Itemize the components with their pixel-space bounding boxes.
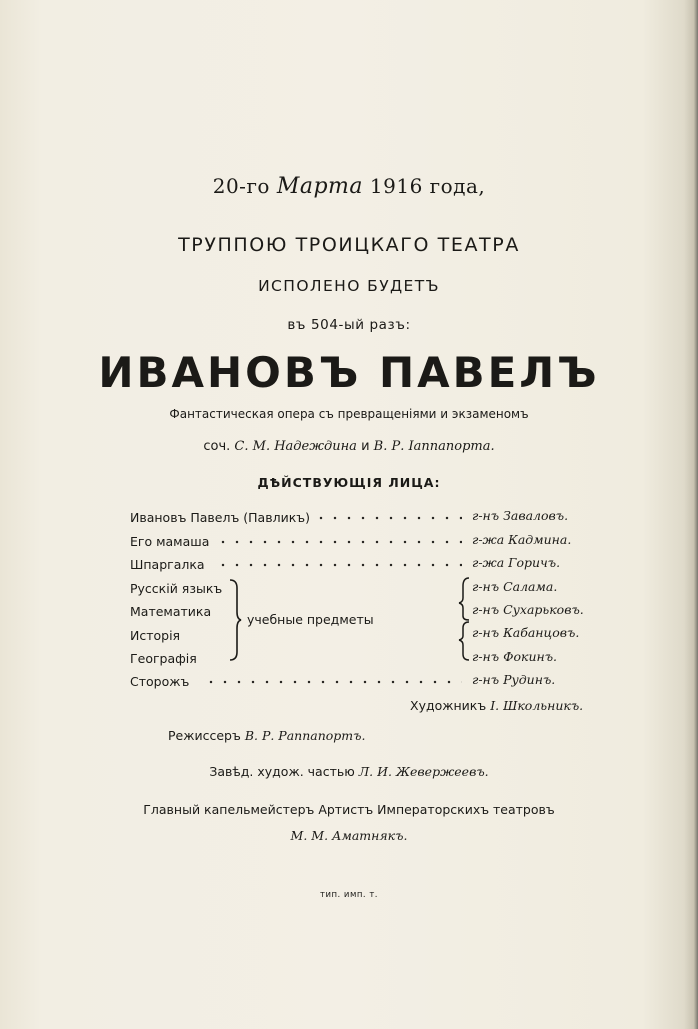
conductor-name-text: М. М. Аматнякъ.	[290, 828, 408, 843]
art-head-label: Завѣд. худож. частью	[209, 764, 355, 779]
authors-and: и	[361, 439, 370, 454]
date-month: Марта	[276, 174, 364, 199]
cast-role: Исторія	[130, 628, 181, 643]
right-brace	[455, 576, 473, 662]
left-brace	[226, 579, 242, 661]
leader-dots	[216, 560, 462, 570]
artist-label: Художникъ	[410, 698, 487, 713]
cast-actor: г-нъ Заваловъ.	[472, 508, 569, 523]
cast-role: Сторожъ	[130, 674, 190, 689]
cast-actor: г-жа Кадмина.	[472, 532, 572, 547]
leader-dots	[314, 513, 462, 523]
artist-name: І. Школьникъ.	[490, 698, 584, 713]
cast-actor: г-нъ Салама.	[472, 579, 558, 594]
director-label: Режиссеръ	[168, 728, 241, 743]
director-credit	[168, 728, 365, 743]
art-head-name: Л. И. Жевержеевъ.	[358, 764, 489, 779]
artist-credit	[410, 698, 583, 713]
date-year: 1916 года,	[369, 174, 486, 198]
performance-date	[0, 174, 698, 199]
subjects-label: учебные предметы	[247, 612, 374, 627]
cast-actor: г-нъ Кабанцовъ.	[472, 625, 580, 640]
conductor-name	[0, 828, 698, 843]
play-title: ИВАНОВЪ ПАВЕЛЪ	[98, 348, 600, 397]
authors-prefix: соч.	[203, 439, 231, 454]
leader-dots	[216, 537, 462, 547]
cast-actor: г-нъ Рудинъ.	[472, 672, 556, 687]
author-1: С. М. Надеждина	[234, 439, 357, 454]
performance-count: въ 504-ый разъ:	[287, 317, 411, 333]
cast-role: Ивановъ Павелъ (Павликъ)	[130, 510, 310, 525]
cast-role: Русскій языкъ	[130, 581, 223, 596]
cast-role: Математика	[130, 604, 212, 619]
conductor-credit: Главный капельмейстеръ Артистъ Императорскихъ театровъ	[143, 802, 555, 817]
cast-role: Шпаргалка	[130, 557, 205, 572]
date-day: 20-го	[212, 174, 270, 198]
page-edge-shadow	[684, 0, 698, 1029]
author-2: В. Р. Іаппапорта.	[373, 439, 495, 454]
cast-actor: г-нъ Фокинъ.	[472, 649, 558, 664]
art-head-credit	[0, 764, 698, 779]
cast-actor: г-жа Горичъ.	[472, 555, 561, 570]
cast-actor: г-нъ Сухарьковъ.	[472, 602, 584, 617]
cast-role: Географія	[130, 651, 197, 666]
cast-heading: ДѢЙСТВУЮЩІЯ ЛИЦА:	[257, 475, 441, 490]
director-name: В. Р. Раппапортъ.	[244, 728, 366, 743]
leader-dots	[204, 677, 462, 687]
performed-line: ИСПОЛЕНО БУДЕТЪ	[258, 277, 440, 295]
printer-mark: тип. имп. т.	[320, 890, 378, 900]
troupe-heading: ТРУППОЮ ТРОИЦКАГО ТЕАТРА	[178, 234, 520, 256]
play-authors	[0, 439, 698, 454]
play-subtitle: Фантастическая опера съ превращеніями и экзаменомъ	[169, 407, 529, 421]
cast-role: Его мамаша	[130, 534, 210, 549]
